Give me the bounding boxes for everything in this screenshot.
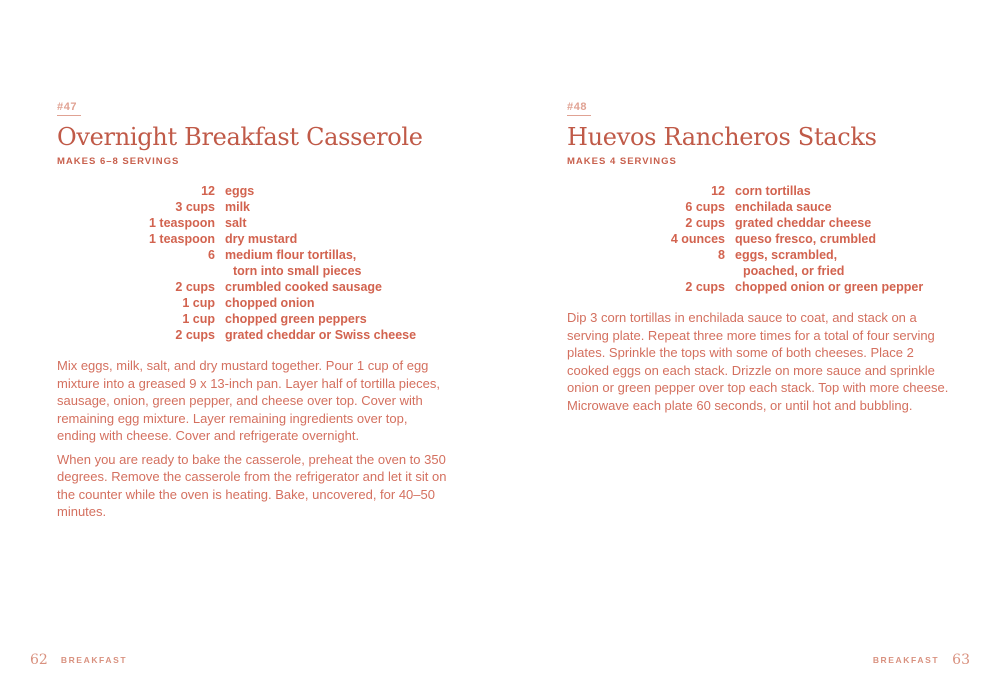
- footer-right: [873, 652, 970, 668]
- ingredient-name: enchilada sauce: [735, 200, 832, 214]
- ingredient-row: [57, 327, 452, 343]
- section-label: BREAKFAST: [872, 655, 940, 665]
- ingredient-row: [567, 279, 962, 295]
- page-number: 62: [30, 652, 48, 668]
- ingredient-list: [57, 183, 452, 343]
- ingredient-row: [57, 183, 452, 199]
- ingredient-name: grated cheddar cheese: [735, 216, 872, 230]
- recipe-title: Overnight Breakfast Casserole: [57, 123, 423, 151]
- instruction-paragraph: Dip 3 corn tortillas in enchilada sauce to coat, and stack on a serving plate. Repeat three more times for a total of four serving plates. Sprinkle the tops with some of both cheeses. Place 2 cooked eggs on each stack. Drizzle on more sauce and sprinkle onion or green pepper over top each stack. Top with more cheese. Microwave each plate 60 seconds, or until hot and bubbling.: [567, 310, 949, 413]
- ingredient-row: [567, 183, 962, 199]
- instructions: [57, 357, 447, 521]
- ingredient-name: queso fresco, crumbled: [735, 232, 877, 246]
- ingredient-row: [57, 247, 452, 279]
- instruction-paragraph: When you are ready to bake the casserole, preheat the oven to 350 degrees. Remove the casserole from the refrigerator and let it sit on the counter while the oven is heating. Bake, uncovered, for 40–50 minutes.: [57, 451, 447, 519]
- ingredient-amount: 4 ounces: [670, 232, 725, 246]
- servings-label: MAKES 4 SERVINGS: [567, 156, 677, 167]
- ingredient-name: corn tortillas: [735, 184, 811, 198]
- ingredient-row: [57, 231, 452, 247]
- ingredient-amount: 1 teaspoon: [149, 232, 215, 246]
- ingredient-list: [567, 183, 962, 295]
- ingredient-row: [57, 279, 452, 295]
- ingredient-name: [735, 247, 844, 279]
- ingredient-row: [57, 295, 452, 311]
- ingredient-name-line1: eggs, scrambled,: [735, 248, 838, 262]
- ingredient-name: chopped green peppers: [225, 312, 367, 326]
- ingredient-amount: 2 cups: [175, 328, 215, 342]
- ingredient-name: chopped onion: [225, 296, 315, 310]
- page-number: 63: [952, 652, 970, 668]
- ingredient-row: [567, 215, 962, 231]
- instruction-paragraph: Mix eggs, milk, salt, and dry mustard together. Pour 1 cup of egg mixture into a greased 9 x 13-inch pan. Layer half of tortilla pieces, sausage, onion, green pepper, and cheese over top. Cover with remaining egg mixture. Layer remaining ingredients over top, ending with cheese. Cover and refrigerate overnight.: [57, 358, 440, 443]
- servings-label: MAKES 6–8 SERVINGS: [57, 156, 180, 167]
- recipe-left: [57, 97, 452, 521]
- ingredient-amount: 1 cup: [182, 312, 215, 326]
- ingredient-amount: 2 cups: [685, 280, 725, 294]
- ingredient-name: grated cheddar or Swiss cheese: [225, 328, 417, 342]
- ingredient-amount: 1 teaspoon: [149, 216, 215, 230]
- ingredient-name: crumbled cooked sausage: [225, 280, 383, 294]
- ingredient-amount: 2 cups: [685, 216, 725, 230]
- recipe-number: #48: [567, 101, 591, 116]
- recipe-title: Huevos Rancheros Stacks: [567, 123, 877, 151]
- footer-left: [30, 652, 127, 668]
- ingredient-row: [567, 231, 962, 247]
- ingredient-amount: 6: [208, 248, 215, 262]
- ingredient-name: milk: [225, 200, 251, 214]
- instructions: [567, 309, 957, 414]
- ingredient-amount: 2 cups: [175, 280, 215, 294]
- ingredient-amount: 3 cups: [175, 200, 215, 214]
- ingredient-name: eggs: [225, 184, 255, 198]
- ingredient-row: [57, 215, 452, 231]
- ingredient-row: [57, 199, 452, 215]
- ingredient-name: chopped onion or green pepper: [735, 280, 924, 294]
- ingredient-row: [567, 247, 962, 279]
- ingredient-name: salt: [225, 216, 247, 230]
- ingredient-name-line1: medium flour tortillas,: [225, 248, 357, 262]
- ingredient-name: dry mustard: [225, 232, 298, 246]
- ingredient-amount: 12: [201, 184, 215, 198]
- ingredient-row: [567, 199, 962, 215]
- recipe-right: [567, 97, 962, 414]
- ingredient-amount: 1 cup: [182, 296, 215, 310]
- section-label: BREAKFAST: [60, 655, 128, 665]
- ingredient-name-line2: poached, or fried: [743, 264, 845, 278]
- ingredient-row: [57, 311, 452, 327]
- ingredient-amount: 6 cups: [685, 200, 725, 214]
- recipe-number: #47: [57, 101, 81, 116]
- ingredient-name-line2: torn into small pieces: [233, 264, 362, 278]
- ingredient-amount: 12: [711, 184, 725, 198]
- ingredient-amount: 8: [718, 248, 725, 262]
- ingredient-name: [225, 247, 362, 279]
